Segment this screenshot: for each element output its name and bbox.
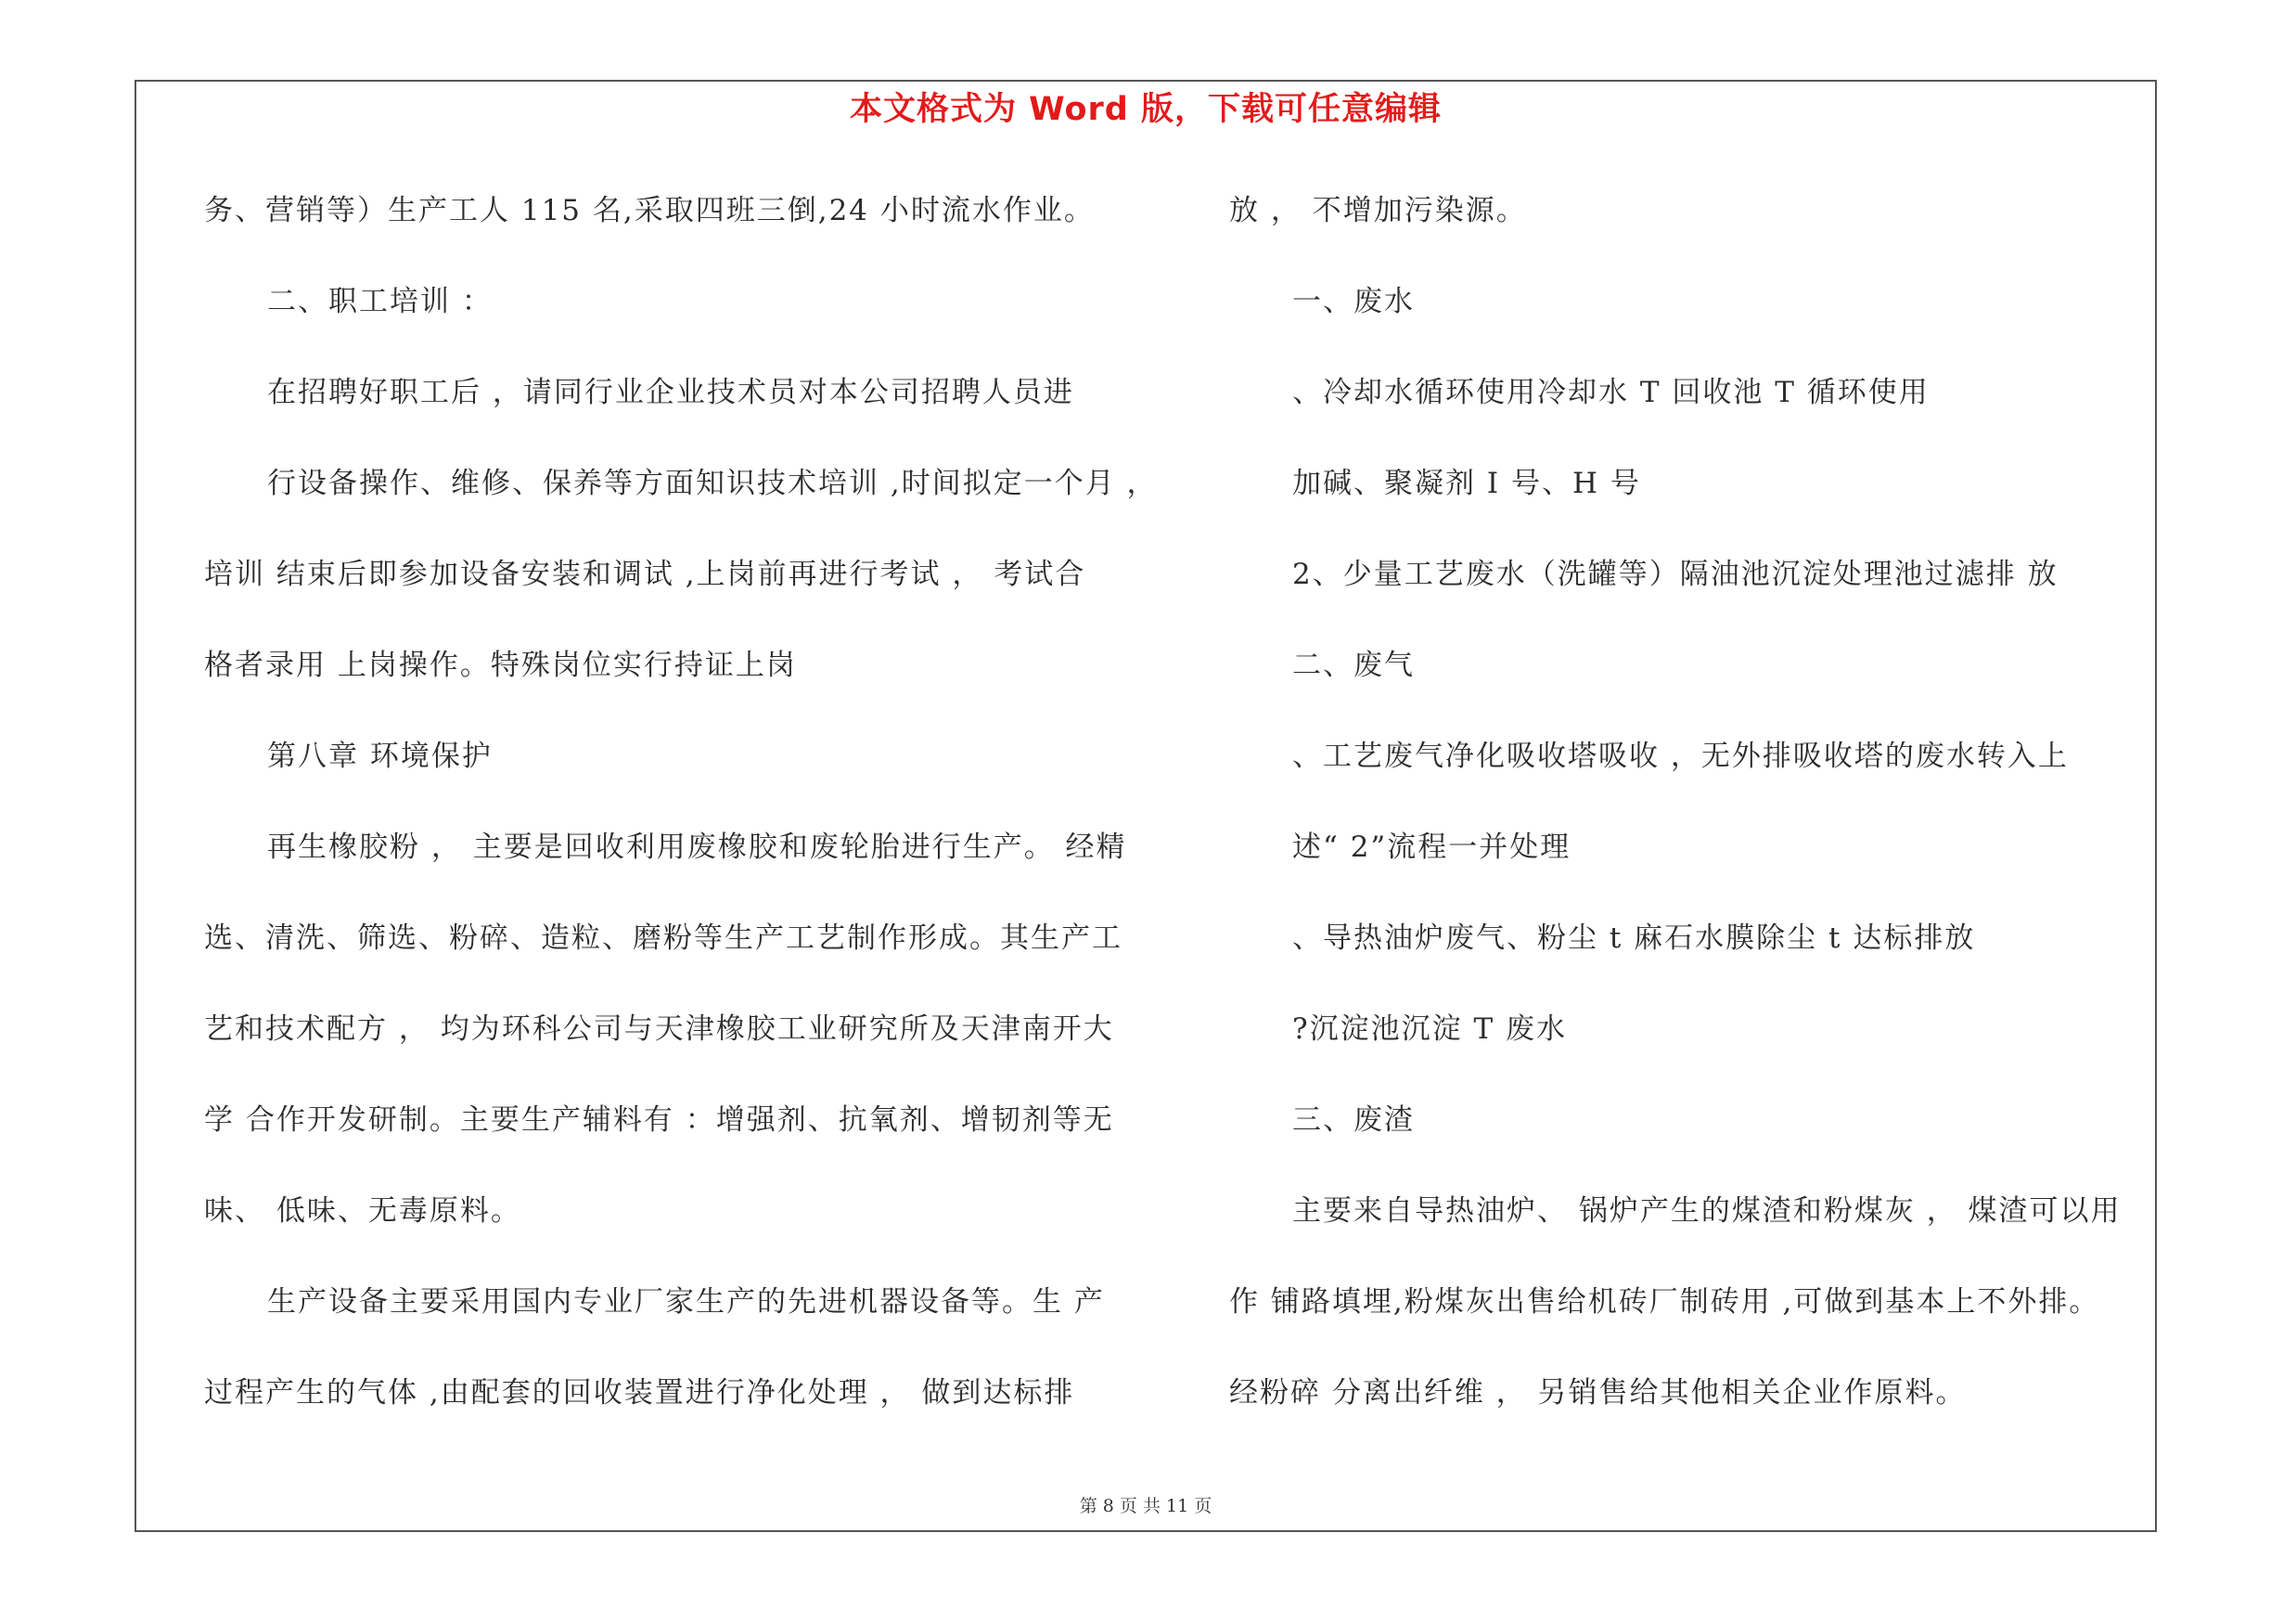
left-text-column (204, 182, 1158, 1455)
text-line: 味、 低味、无毒原料。 (204, 1194, 521, 1228)
text-line: 作 铺路填埋,粉煤灰出售给机砖厂制砖用 ,可做到基本上不外排。 (1229, 1285, 2100, 1319)
text-line: 二、职工培训 ： (267, 285, 493, 318)
text-line: 述“ 2”流程一并处理 (1292, 831, 1571, 864)
text-line: 2、少量工艺废水（洗罐等）隔油池沉淀处理池过滤排 放 (1292, 558, 2059, 591)
text-line: 三、废渣 (1292, 1103, 1415, 1137)
text-line: 培训 结束后即参加设备安装和调试 ,上岗前再进行考试 ， 考试合 (204, 558, 1086, 591)
text-line: 一、废水 (1292, 285, 1415, 318)
text-line: 第八章 环境保护 (267, 740, 493, 773)
page-number-footer: 第 8 页 共 11 页 (1079, 1496, 1212, 1516)
text-line: 生产设备主要采用国内专业厂家生产的先进机器设备等。生 产 (267, 1285, 1105, 1319)
text-line: 二、废气 (1292, 649, 1415, 682)
text-line: 格者录用 上岗操作。特殊岗位实行持证上岗 (204, 649, 797, 682)
text-line: ?沉淀池沉淀 T 废水 (1292, 1012, 1568, 1046)
right-text-column (1229, 182, 2157, 1455)
text-line: 加碱、聚凝剂 I 号、H 号 (1292, 467, 1641, 500)
text-line: 、导热油炉废气、粉尘 t 麻石水膜除尘 t 达标排放 (1292, 921, 1976, 955)
text-line: 在招聘好职工后 ，请同行业企业技术员对本公司招聘人员进 (267, 376, 1074, 409)
text-line: 学 合作开发研制。主要生产辅料有 ：增强剂、抗氧剂、增韧剂等无 (204, 1103, 1114, 1137)
text-line: 行设备操作、维修、保养等方面知识技术培训 ,时间拟定一个月 ， (267, 467, 1158, 500)
text-line: 选、清洗、筛选、粉碎、造粒、磨粉等生产工艺制作形成。其生产工 (204, 921, 1122, 955)
text-line: 主要来自导热油炉、 锅炉产生的煤渣和粉煤灰 ， 煤渣可以用 (1292, 1194, 2122, 1228)
text-line: 经粉碎 分离出纤维 ， 另销售给其他相关企业作原料。 (1229, 1376, 1967, 1410)
text-line: 务、营销等）生产工人 115 名,采取四班三倒,24 小时流水作业。 (204, 194, 1095, 227)
text-line: 、冷却水循环使用冷却水 T 回收池 T 循环使用 (1292, 376, 1930, 409)
text-line: 再生橡胶粉 ， 主要是回收利用废橡胶和废轮胎进行生产。 经精 (267, 831, 1127, 864)
text-line: 艺和技术配方 ， 均为环科公司与天津橡胶工业研究所及天津南开大 (204, 1012, 1114, 1046)
text-line: 、工艺废气净化吸收塔吸收 ，无外排吸收塔的废水转入上 (1292, 740, 2069, 773)
text-line: 过程产生的气体 ,由配套的回收装置进行净化处理 ， 做到达标排 (204, 1376, 1075, 1410)
text-line: 放 ， 不增加污染源。 (1229, 194, 1527, 227)
format-banner: 本文格式为 Word 版，下载可任意编辑 (849, 91, 1443, 128)
